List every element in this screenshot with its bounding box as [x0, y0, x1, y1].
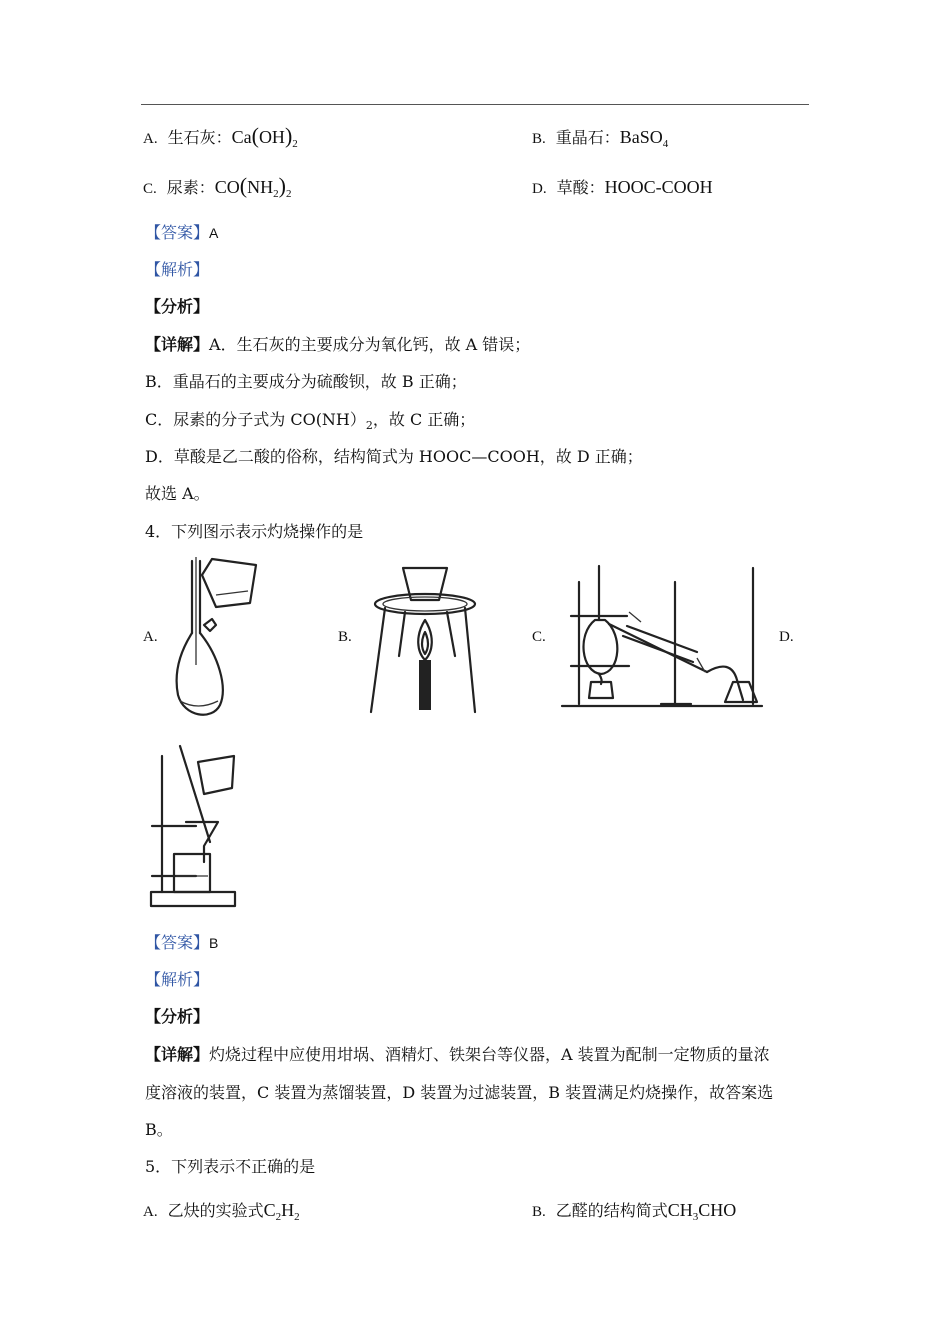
q3-detail-4: D．草酸是乙二酸的俗称，结构简式为 HOOC—COOH，故 D 正确； [145, 447, 643, 466]
formula-barium-sulfate: BaSO$_4$ [619, 127, 669, 150]
q4-answer: 【答案】B [145, 933, 219, 952]
q4-analysis-tag: 【解析】 [145, 970, 210, 989]
formula-acetaldehyde: $CH_3CHO$ [667, 1200, 737, 1223]
formula-urea: $CO(NH_2)_2$ [214, 173, 292, 200]
q4-fenxi-tag: 【分析】 [145, 1007, 210, 1026]
q3-fenxi-tag: 【分析】 [145, 297, 210, 316]
formula-acetylene: $C_2H_2$ [263, 1200, 300, 1223]
q3-detail-1: 【详解】A．生石灰的主要成分为氧化钙，故 A 错误； [145, 335, 531, 354]
crucible-burning-figure [365, 560, 480, 720]
header-rule [141, 104, 809, 105]
formula-calcium-hydroxide: $Ca(OH)_2$ [231, 123, 298, 150]
q3-detail-3: C．尿素的分子式为 $CO(NH)_2$，故 C 正确； [145, 410, 476, 432]
volumetric-flask-figure [168, 555, 263, 723]
q3-option-d: D. 草酸：HOOC-COOH [532, 177, 713, 197]
fig-label-b: B. [338, 629, 352, 645]
q3-detail-2: B．重晶石的主要成分为硫酸钡，故 B 正确； [145, 372, 467, 391]
q3-option-c: C. 尿素：$CO(NH_2)_2$ [143, 173, 292, 200]
filtration-figure [148, 742, 243, 914]
fig-label-a: A. [143, 629, 158, 645]
formula-oxalic-acid: HOOC-COOH [604, 177, 713, 197]
q4-detail-2: 度溶液的装置，C 装置为蒸馏装置，D 装置为过滤装置，B 装置满足灼烧操作，故答案选 [145, 1083, 774, 1102]
q3-answer: 【答案】A [145, 223, 219, 242]
q3-option-b: B. 重晶石：BaSO$_4$ [532, 127, 669, 150]
q3-analysis-tag: 【解析】 [145, 260, 210, 279]
q3-option-a: A. 生石灰：$Ca(OH)_2$ [143, 123, 298, 150]
q3-conclusion: 故选 A。 [145, 484, 210, 503]
distillation-figure [557, 562, 767, 712]
q5-option-a: A. 乙炔的实验式$C_2H_2$ [143, 1200, 300, 1223]
q4-detail-1: 【详解】灼烧过程中应使用坩埚、酒精灯、铁架台等仪器，A 装置为配制一定物质的量浓 [145, 1045, 770, 1064]
q4-detail-3: B。 [145, 1120, 173, 1139]
q5-question: 5．下列表示不正确的是 [145, 1157, 316, 1176]
q4-question: 4．下列图示表示灼烧操作的是 [145, 522, 364, 541]
q5-option-b: B. 乙醛的结构简式$CH_3CHO$ [532, 1200, 737, 1223]
fig-label-c: C. [532, 629, 546, 645]
fig-label-d: D. [779, 629, 794, 645]
